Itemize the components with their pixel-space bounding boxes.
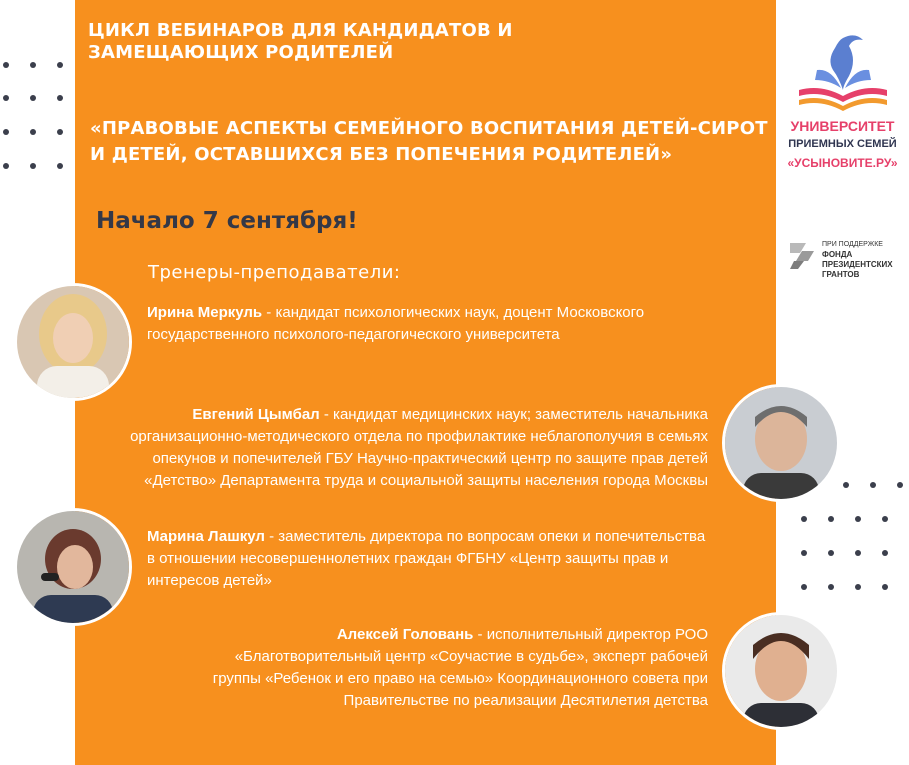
logo-line1: УНИВЕРСИТЕТ xyxy=(790,118,895,134)
grant-text-3: ПРЕЗИДЕНТСКИХ xyxy=(822,260,893,269)
trainer-name: Ирина Меркуль xyxy=(147,304,263,321)
trainer-bio xyxy=(88,404,708,492)
avatar-irina-merkul xyxy=(14,283,132,401)
trainer-desc: - заместитель директора по вопросам опеки и попечительства в отношении несовершеннолетних граждан ФГБНУ «Центр защиты прав и интересов детей» xyxy=(147,528,706,589)
grant-text-1: ПРИ ПОДДЕРЖКЕ xyxy=(822,241,883,248)
trainer-name: Евгений Цымбал xyxy=(192,406,320,423)
grant-fund-icon xyxy=(786,239,818,271)
avatar-marina-lashkul xyxy=(14,508,132,626)
trainer-desc: - кандидат психологических наук, доцент Московского государственного психолого-педагогического университета xyxy=(147,304,645,343)
trainer-bio xyxy=(198,624,708,712)
trainer-desc: - исполнительный директор РОО «Благотворительный центр «Соучастие в судьбе», эксперт рабочей группы «Ребенок и его право на семью» Координационного совета при Правительстве по реализации Десятилетия детства xyxy=(212,626,708,709)
grant-text-2: ФОНДА xyxy=(822,250,853,259)
logo-line3: «УСЫНОВИТЕ.РУ» xyxy=(787,156,898,170)
trainer-bio xyxy=(147,526,707,592)
avatar-evgeny-tsymbal xyxy=(722,384,840,502)
topic-title: «ПРАВОВЫЕ АСПЕКТЫ СЕМЕЙНОГО ВОСПИТАНИЯ ДЕТЕЙ-СИРОТ И ДЕТЕЙ, ОСТАВШИХСЯ БЕЗ ПОПЕЧЕНИЯ РОДИТЕЛЕЙ» xyxy=(90,118,768,165)
start-date: Начало 7 сентября! xyxy=(96,208,358,234)
logo-line2: ПРИЕМНЫХ СЕМЕЙ xyxy=(788,138,897,150)
avatar-alexey-golovan xyxy=(722,612,840,730)
trainer-bio xyxy=(147,302,687,346)
grant-text-4: ГРАНТОВ xyxy=(822,270,860,279)
trainer-name: Марина Лашкул xyxy=(147,528,265,545)
trainers-title: Тренеры-преподаватели: xyxy=(148,262,401,283)
trainer-desc: - кандидат медицинских наук; заместитель начальника организационно-методического отдела по профилактике неблагополучия в семьях опекунов и попечителей ГБУ Научно-практический центр по защите прав детей «Детство» Департамента труда и социальной защиты населения города Москвы xyxy=(130,406,708,489)
trainer-name: Алексей Головань xyxy=(336,626,474,643)
university-logo-icon xyxy=(793,30,893,116)
series-title: ЦИКЛ ВЕБИНАРОВ ДЛЯ КАНДИДАТОВ И ЗАМЕЩАЮЩИХ РОДИТЕЛЕЙ xyxy=(88,20,513,63)
